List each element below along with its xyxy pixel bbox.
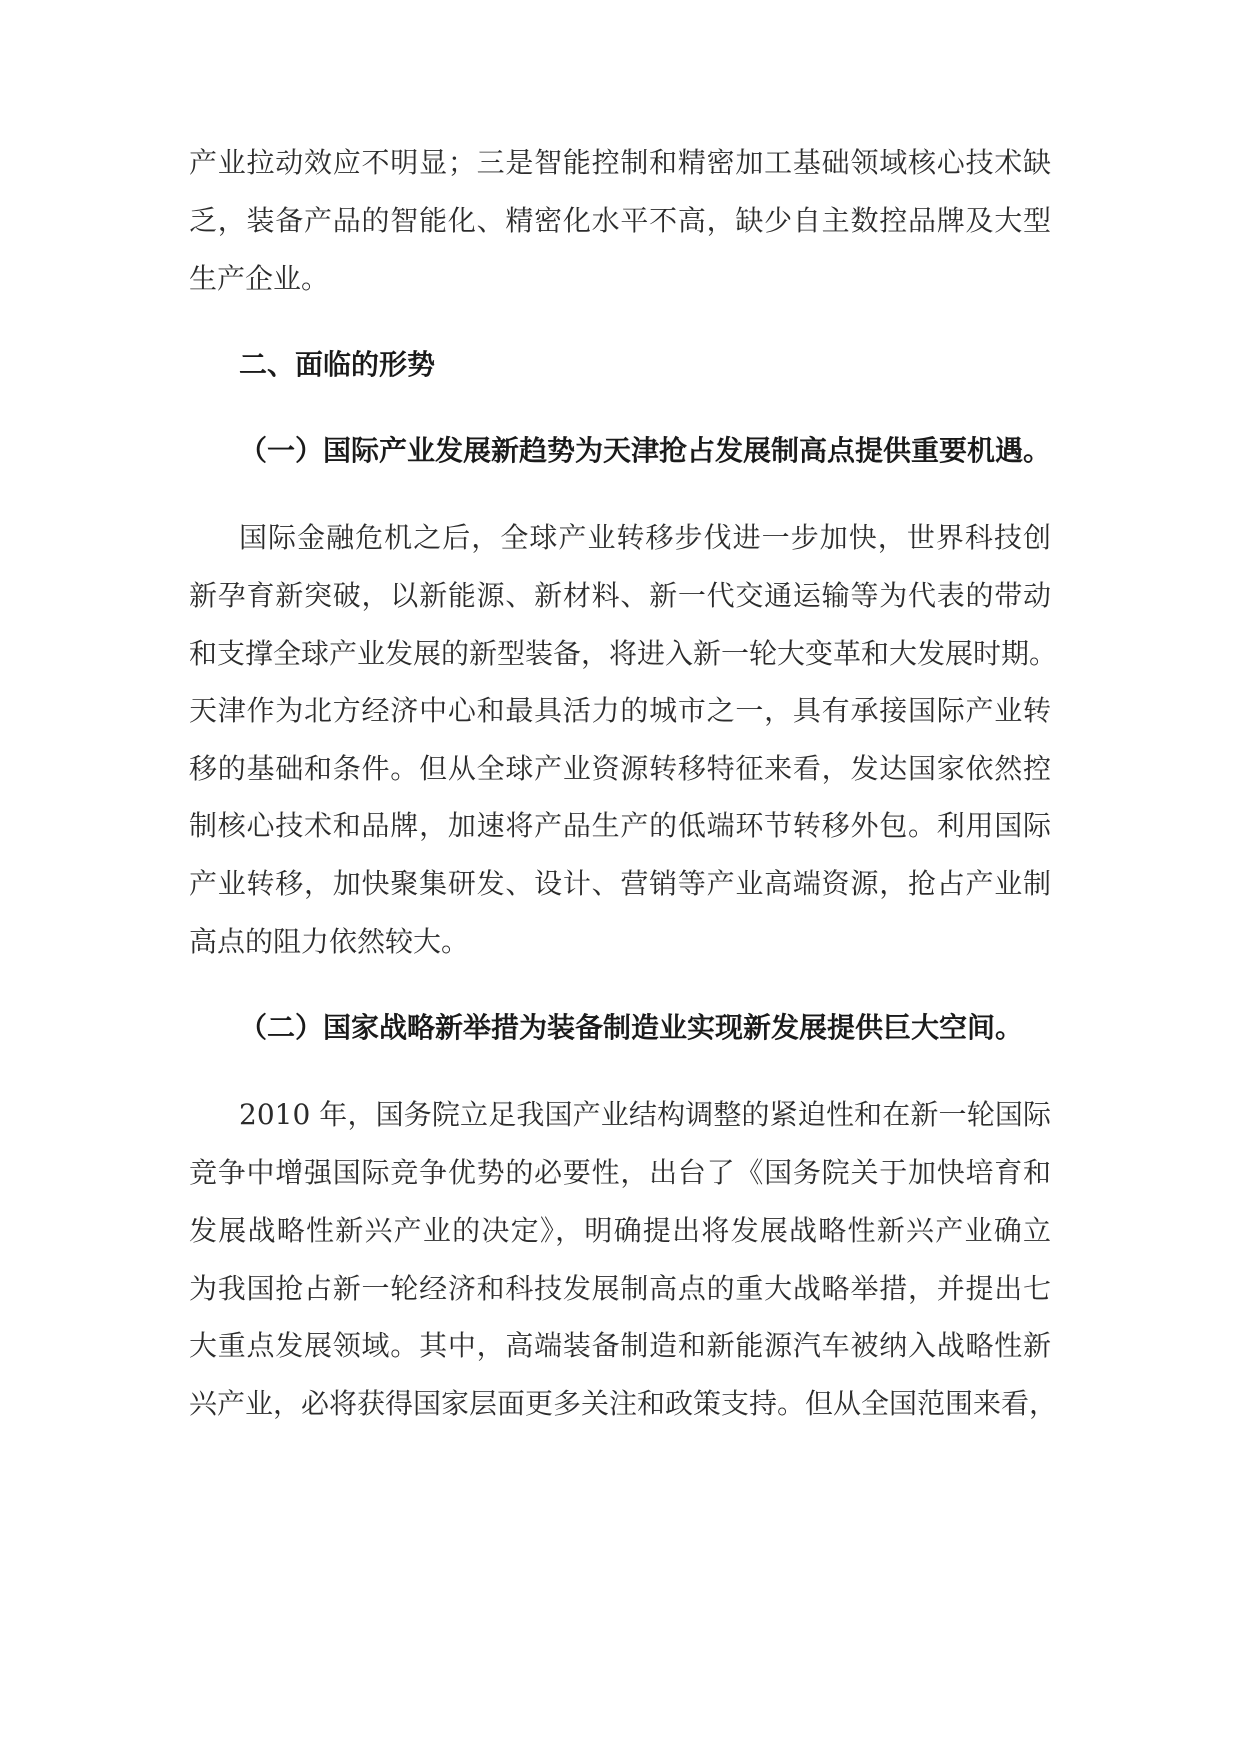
subsection-heading: （一）国际产业发展新趋势为天津抢占发展制高点提供重要机遇。: [239, 434, 1052, 467]
paragraph-line: 为我国抢占新一轮经济和科技发展制高点的重大战略举措，并提出七: [189, 1272, 1051, 1305]
paragraph-line: 移的基础和条件。但从全球产业资源转移特征来看，发达国家依然控: [189, 752, 1051, 785]
section-heading: 二、面临的形势: [239, 348, 436, 381]
paragraph-line: 产业转移，加快聚集研发、设计、营销等产业高端资源，抢占产业制: [189, 867, 1051, 900]
paragraph-line: 乏，装备产品的智能化、精密化水平不高，缺少自主数控品牌及大型: [189, 204, 1051, 237]
paragraph-line: 新孕育新突破，以新能源、新材料、新一代交通运输等为代表的带动: [189, 579, 1051, 612]
paragraph-line: 产业拉动效应不明显；三是智能控制和精密加工基础领域核心技术缺: [189, 146, 1051, 179]
paragraph-line: 竞争中增强国际竞争优势的必要性，出台了《国务院关于加快培育和: [189, 1156, 1051, 1189]
paragraph-line: 高点的阻力依然较大。: [189, 925, 470, 958]
paragraph-line: 大重点发展领域。其中，高端装备制造和新能源汽车被纳入战略性新: [189, 1329, 1051, 1362]
paragraph-line: 制核心技术和品牌，加速将产品生产的低端环节转移外包。利用国际: [189, 809, 1051, 842]
paragraph-line: 天津作为北方经济中心和最具活力的城市之一，具有承接国际产业转: [189, 694, 1051, 727]
paragraph-line: 兴产业，必将获得国家层面更多关注和政策支持。但从全国范围来看，: [189, 1387, 1058, 1420]
paragraph-line: 和支撑全球产业发展的新型装备，将进入新一轮大变革和大发展时期。: [189, 637, 1058, 670]
paragraph-line: 国际金融危机之后，全球产业转移步伐进一步加快，世界科技创: [239, 521, 1051, 554]
paragraph-line: 发展战略性新兴产业的决定》，明确提出将发展战略性新兴产业确立: [189, 1214, 1051, 1247]
subsection-heading: （二）国家战略新举措为装备制造业实现新发展提供巨大空间。: [239, 1011, 1024, 1044]
paragraph-line: 生产企业。: [189, 262, 330, 295]
paragraph-line: 2010 年，国务院立足我国产业结构调整的紧迫性和在新一轮国际: [239, 1098, 1051, 1131]
